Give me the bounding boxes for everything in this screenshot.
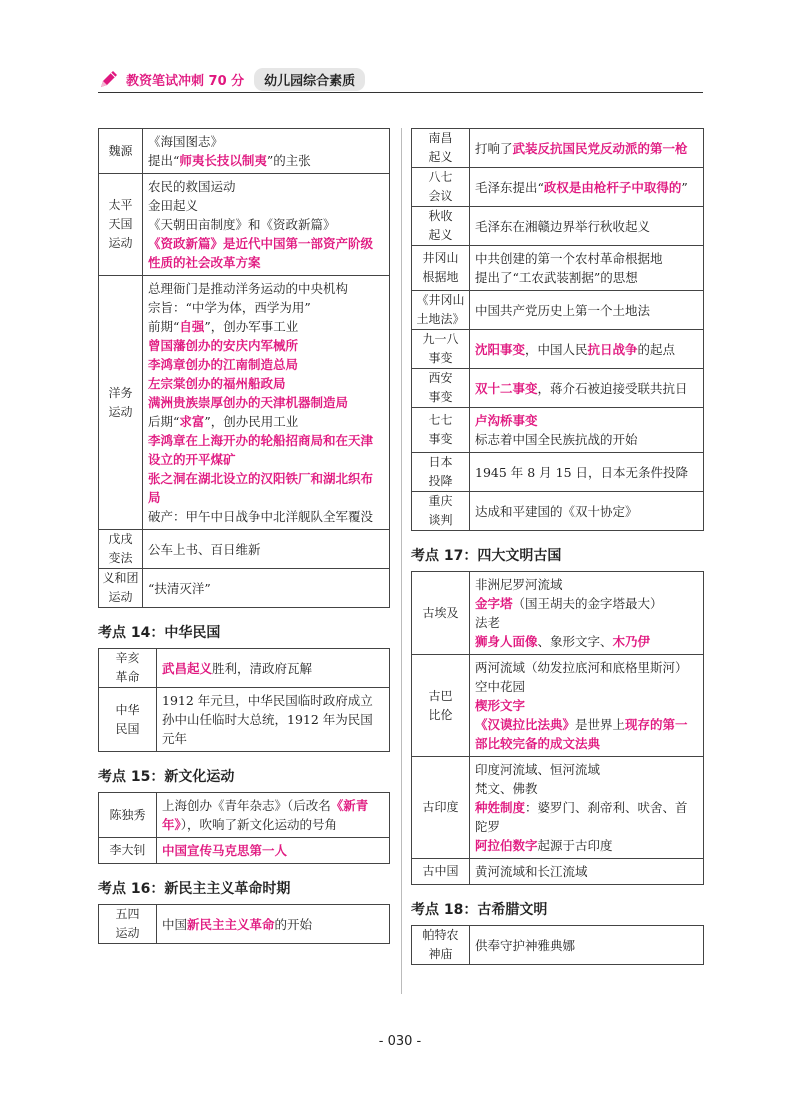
row-key bbox=[99, 905, 157, 944]
row-key-text: 陈独秀 bbox=[109, 807, 146, 822]
table-row bbox=[99, 530, 390, 569]
row-key bbox=[99, 129, 143, 174]
content-line: 李鸿章创办的江南制造总局 bbox=[148, 357, 299, 372]
row-key-text: 会议 bbox=[428, 189, 453, 203]
plain-text: ”的主张 bbox=[266, 153, 311, 168]
plain-text: 上海创办《青年杂志》（后改名 bbox=[162, 798, 331, 813]
plain-text: ，中国人民 bbox=[525, 341, 588, 357]
row-key-text: 谈判 bbox=[428, 513, 453, 527]
row-key bbox=[99, 569, 143, 608]
row-key-text: 运动 bbox=[108, 404, 133, 419]
plain-text: 提出“ bbox=[148, 153, 180, 168]
row-content bbox=[470, 369, 704, 408]
plain-text: ，蒋介石被迫接受联共抗日 bbox=[537, 380, 688, 396]
row-key-text: 秋收 bbox=[428, 209, 453, 223]
content-line: 中共创建的第一个农村革命根据地 bbox=[475, 251, 663, 266]
row-key bbox=[412, 291, 470, 330]
table-row bbox=[99, 649, 390, 688]
content-line: 楔形文字 bbox=[475, 698, 526, 713]
content-line bbox=[475, 715, 698, 753]
content-line: 张之洞在湖北设立的汉阳铁厂和湖北织布局 bbox=[148, 471, 374, 505]
plain-text: 后期“ bbox=[148, 414, 180, 429]
highlight-text: 新民主主义革命 bbox=[187, 916, 275, 932]
highlight-text: 木乃伊 bbox=[612, 634, 651, 649]
highlight-text: 武昌起义 bbox=[162, 660, 213, 676]
content-line: 达成和平建国的《双十协定》 bbox=[475, 503, 638, 519]
content-line bbox=[475, 379, 698, 398]
content-line bbox=[475, 594, 698, 613]
table-row bbox=[99, 688, 390, 752]
row-key-text: 古巴 bbox=[428, 688, 453, 703]
row-content bbox=[470, 926, 704, 965]
highlight-text: 《新青年》 bbox=[162, 798, 369, 832]
row-key-text: 事变 bbox=[428, 390, 453, 404]
row-key bbox=[412, 369, 470, 408]
row-key-text: 神庙 bbox=[428, 947, 453, 961]
plain-text: 胜利，清政府瓦解 bbox=[212, 660, 313, 676]
row-key bbox=[412, 572, 470, 655]
row-key-text: 辛亥 bbox=[115, 651, 140, 665]
row-key-text: 运动 bbox=[108, 590, 133, 604]
row-content bbox=[157, 688, 390, 752]
table-row bbox=[99, 838, 390, 864]
table-row bbox=[412, 330, 704, 369]
highlight-text: 金字塔 bbox=[475, 596, 513, 611]
highlight-text: 现存的第一部比较完备的成文法典 bbox=[475, 717, 688, 751]
row-key bbox=[412, 207, 470, 246]
content-line: 空中花园 bbox=[475, 679, 526, 694]
content-line bbox=[162, 659, 384, 678]
content-line bbox=[475, 139, 698, 158]
row-content bbox=[470, 859, 704, 885]
row-key bbox=[99, 276, 143, 530]
content-line bbox=[475, 340, 698, 359]
section-18-title: 考点 18：古希腊文明 bbox=[411, 902, 548, 918]
table-row bbox=[99, 276, 390, 530]
content-line: 《天朝田亩制度》和《资政新篇》 bbox=[148, 217, 336, 232]
content-line: 1912 年元旦，中华民国临时政府成立孙中山任临时大总统，1912 年为民国元年 bbox=[162, 693, 373, 746]
row-key-text: 古中国 bbox=[422, 864, 459, 878]
content-line: 农民的救国运动 bbox=[148, 179, 236, 194]
row-key-text: 义和团 bbox=[102, 571, 139, 585]
row-key-text: 九一八 bbox=[422, 332, 459, 346]
content-line bbox=[148, 151, 384, 170]
row-content bbox=[470, 330, 704, 369]
content-line bbox=[148, 412, 384, 431]
content-line: 宗旨：“中学为体，西学为用” bbox=[148, 300, 311, 315]
row-key-text: 运动 bbox=[115, 926, 140, 940]
row-key-text: 洋务 bbox=[108, 385, 133, 400]
row-content bbox=[157, 649, 390, 688]
section-16-title: 考点 16：新民主主义革命时期 bbox=[98, 881, 291, 897]
plain-text: 的起点 bbox=[637, 341, 676, 357]
pencil-icon bbox=[98, 68, 120, 90]
table-row bbox=[412, 291, 704, 330]
row-content bbox=[143, 530, 390, 569]
content-line: 总理衙门是推动洋务运动的中央机构 bbox=[148, 281, 349, 296]
row-content bbox=[143, 129, 390, 174]
plain-text: 的开始 bbox=[274, 916, 313, 932]
highlight-text: 政权是由枪杆子中取得的 bbox=[543, 179, 682, 195]
content-line bbox=[162, 915, 384, 934]
row-key-text: 古埃及 bbox=[422, 605, 459, 620]
plain-text: （国王胡夫的金字塔最大） bbox=[512, 596, 663, 611]
row-key-text: 古印度 bbox=[422, 800, 459, 814]
row-key-text: 事变 bbox=[428, 432, 453, 446]
header-subject: 幼儿园综合素质 bbox=[254, 68, 365, 91]
table-row bbox=[412, 369, 704, 408]
highlight-text: 双十二事变 bbox=[475, 380, 538, 396]
table-row bbox=[412, 492, 704, 531]
header-rule bbox=[98, 92, 703, 93]
content-line: 《海国图志》 bbox=[148, 134, 224, 149]
table-row bbox=[412, 859, 704, 885]
row-content bbox=[470, 408, 704, 453]
table-row bbox=[412, 757, 704, 859]
content-line: 黄河流域和长江流域 bbox=[475, 864, 588, 879]
right-column bbox=[411, 128, 704, 965]
plain-text: ），吹响了新文化运动的号角 bbox=[180, 817, 338, 832]
row-key bbox=[99, 838, 157, 864]
content-line: 卢沟桥事变 bbox=[475, 413, 538, 428]
table-row bbox=[412, 129, 704, 168]
row-key-text: 革命 bbox=[115, 670, 140, 684]
content-line: “扶清灭洋” bbox=[148, 580, 211, 596]
row-key-text: 民国 bbox=[115, 721, 140, 736]
content-line: 非洲尼罗河流域 bbox=[475, 577, 563, 592]
content-line: 毛泽东在湘赣边界举行秋收起义 bbox=[475, 218, 651, 234]
highlight-text: 狮身人面像 bbox=[475, 634, 538, 649]
table-row bbox=[99, 793, 390, 838]
row-key-text: 天国 bbox=[108, 217, 133, 231]
column-divider bbox=[401, 128, 402, 994]
row-key-text: 起义 bbox=[428, 228, 453, 242]
content-line: 印度河流域、恒河流域 bbox=[475, 762, 601, 777]
content-line: 中国宣传马克思第一人 bbox=[162, 843, 288, 858]
highlight-text: 抗日战争 bbox=[587, 341, 638, 357]
row-key-text: 八七 bbox=[428, 170, 453, 184]
content-line: 金田起义 bbox=[148, 198, 199, 213]
row-key-text: 李大钊 bbox=[109, 843, 146, 857]
plain-text: 起源于古印度 bbox=[537, 838, 613, 853]
row-content bbox=[470, 453, 704, 492]
row-key-text: 日本 bbox=[428, 455, 453, 469]
plain-text: ” bbox=[681, 179, 688, 195]
row-key-text: 中华 bbox=[115, 702, 140, 717]
row-content bbox=[157, 905, 390, 944]
row-content bbox=[470, 207, 704, 246]
left-column bbox=[98, 128, 390, 944]
highlight-text: 自强 bbox=[179, 319, 205, 334]
row-key bbox=[412, 492, 470, 531]
table-sec16 bbox=[98, 904, 390, 944]
plain-text: 、象形文字、 bbox=[537, 634, 613, 649]
row-key-text: 运动 bbox=[108, 236, 133, 250]
table-row bbox=[412, 453, 704, 492]
row-key bbox=[99, 649, 157, 688]
row-key bbox=[99, 688, 157, 752]
content-line: 中国共产党历史上第一个土地法 bbox=[475, 302, 651, 318]
row-key bbox=[412, 757, 470, 859]
row-key-text: 变法 bbox=[108, 551, 133, 565]
row-content bbox=[470, 291, 704, 330]
highlight-text: 师夷长技以制夷 bbox=[179, 153, 267, 168]
content-line bbox=[475, 836, 698, 855]
table-late-qing bbox=[98, 128, 390, 608]
row-key-text: 投降 bbox=[428, 474, 453, 488]
plain-text: ”，创办军事工业 bbox=[204, 319, 299, 334]
table-row bbox=[412, 926, 704, 965]
table-row bbox=[99, 174, 390, 276]
plain-text: 前期“ bbox=[148, 319, 180, 334]
content-line: 满洲贵族崇厚创办的天津机器制造局 bbox=[148, 395, 349, 410]
table-sec15 bbox=[98, 792, 390, 864]
row-key bbox=[99, 530, 143, 569]
row-content bbox=[470, 757, 704, 859]
highlight-text: 种姓制度 bbox=[475, 800, 526, 815]
highlight-text: 阿拉伯数字 bbox=[475, 838, 538, 853]
row-key-text: 土地法》 bbox=[416, 312, 465, 326]
page-number: - 030 - bbox=[378, 1034, 422, 1049]
row-key bbox=[412, 330, 470, 369]
row-content bbox=[143, 276, 390, 530]
row-key-text: 井冈山 bbox=[422, 251, 459, 265]
content-line: 左宗棠创办的福州船政局 bbox=[148, 376, 286, 391]
row-key bbox=[412, 859, 470, 885]
content-line: 法老 bbox=[475, 615, 501, 630]
table-row bbox=[412, 655, 704, 757]
page-header bbox=[98, 66, 703, 92]
row-content bbox=[157, 838, 390, 864]
row-content bbox=[470, 246, 704, 291]
plain-text: 是世界上 bbox=[575, 717, 626, 732]
row-key-text: 比伦 bbox=[428, 707, 453, 722]
row-key bbox=[412, 453, 470, 492]
plain-text: ”，创办民用工业 bbox=[204, 414, 299, 429]
row-key bbox=[412, 129, 470, 168]
content-line: 两河流域（幼发拉底河和底格里斯河） bbox=[475, 660, 688, 675]
content-line: 供奉守护神雅典娜 bbox=[475, 937, 576, 953]
row-content bbox=[143, 569, 390, 608]
row-key bbox=[412, 408, 470, 453]
table-row bbox=[412, 246, 704, 291]
row-content bbox=[470, 168, 704, 207]
content-line: 提出了“工农武装割据”的思想 bbox=[475, 270, 638, 285]
content-line bbox=[162, 796, 384, 834]
section-15-title: 考点 15：新文化运动 bbox=[98, 769, 235, 785]
row-key bbox=[412, 246, 470, 291]
content-line: 标志着中国全民族抗战的开始 bbox=[475, 432, 638, 447]
row-key-text: 起义 bbox=[428, 150, 453, 164]
content-line: 梵文、佛教 bbox=[475, 781, 538, 796]
header-title: 教资笔试冲刺 70 分 bbox=[126, 73, 245, 89]
content-line: 曾国藩创办的安庆内军械所 bbox=[148, 338, 299, 353]
table-row bbox=[412, 572, 704, 655]
row-key-text: 帕特农 bbox=[422, 928, 459, 942]
content-line: 李鸿章在上海开办的轮船招商局和在天津设立的开平煤矿 bbox=[148, 433, 374, 467]
plain-text: 中国 bbox=[162, 916, 188, 932]
plain-text: 打响了 bbox=[475, 140, 513, 156]
row-key bbox=[412, 655, 470, 757]
content-line bbox=[475, 632, 698, 651]
row-key bbox=[412, 168, 470, 207]
content-line bbox=[475, 798, 698, 836]
table-revolution bbox=[411, 128, 704, 531]
content-line bbox=[475, 178, 698, 197]
row-key-text: 戊戌 bbox=[108, 532, 133, 546]
table-sec14 bbox=[98, 648, 390, 752]
highlight-text: 沈阳事变 bbox=[475, 341, 526, 357]
table-row bbox=[99, 569, 390, 608]
content-line: 破产：甲午中日战争中北洋舰队全军覆没 bbox=[148, 509, 374, 524]
row-content bbox=[470, 572, 704, 655]
row-key-text: 《井冈山 bbox=[416, 293, 465, 307]
row-key bbox=[99, 793, 157, 838]
section-17-title: 考点 17：四大文明古国 bbox=[411, 548, 562, 564]
highlight-text: 《汉谟拉比法典》 bbox=[475, 717, 576, 732]
table-row bbox=[412, 207, 704, 246]
row-key-text: 南昌 bbox=[428, 131, 453, 145]
table-row bbox=[99, 129, 390, 174]
table-row bbox=[412, 168, 704, 207]
row-key-text: 西安 bbox=[428, 371, 453, 385]
plain-text: 毛泽东提出“ bbox=[475, 179, 544, 195]
row-key-text: 五四 bbox=[115, 907, 140, 921]
content-line bbox=[148, 317, 384, 336]
row-content bbox=[470, 655, 704, 757]
section-14-title: 考点 14：中华民国 bbox=[98, 625, 221, 641]
content-line: 《资政新篇》是近代中国第一部资产阶级性质的社会改革方案 bbox=[148, 236, 374, 270]
table-sec17 bbox=[411, 571, 704, 885]
row-key-text: 事变 bbox=[428, 351, 453, 365]
row-content bbox=[157, 793, 390, 838]
row-key bbox=[412, 926, 470, 965]
row-content bbox=[143, 174, 390, 276]
row-key bbox=[99, 174, 143, 276]
row-key-text: 魏源 bbox=[108, 143, 133, 158]
row-key-text: 重庆 bbox=[428, 494, 453, 508]
content-line: 公车上书、百日维新 bbox=[148, 541, 261, 557]
highlight-text: 求富 bbox=[179, 414, 205, 429]
table-row bbox=[412, 408, 704, 453]
content-line: 1945 年 8 月 15 日，日本无条件投降 bbox=[475, 464, 689, 480]
row-key-text: 根据地 bbox=[422, 270, 459, 284]
table-sec18 bbox=[411, 925, 704, 965]
row-content bbox=[470, 129, 704, 168]
table-row bbox=[99, 905, 390, 944]
row-key-text: 七七 bbox=[428, 413, 453, 427]
highlight-text: 武装反抗国民党反动派的第一枪 bbox=[512, 140, 688, 156]
row-content bbox=[470, 492, 704, 531]
plain-text: ：婆罗门、刹帝利、吠舍、首陀罗 bbox=[475, 800, 688, 834]
row-key-text: 太平 bbox=[108, 198, 133, 212]
